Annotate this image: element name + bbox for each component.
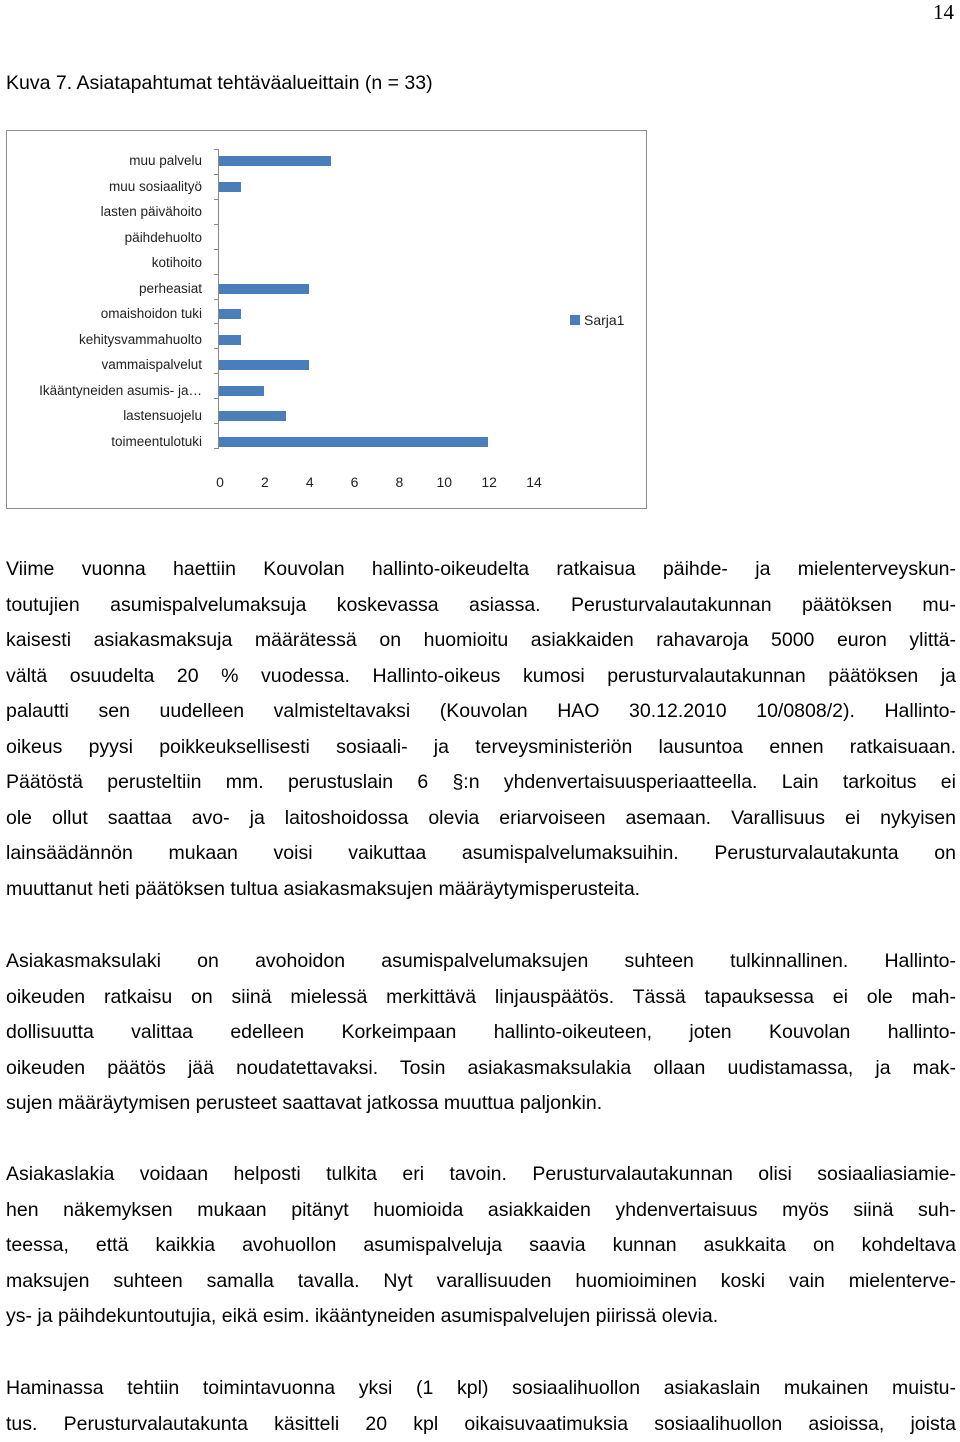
category-label: vammaispalvelut — [101, 357, 202, 373]
bar — [219, 386, 264, 396]
bar — [219, 182, 241, 192]
text-line: oikeus pyysi poikkeuksellisesti sosiaali- ja terveysministeriön lausuntoa ennen ratkaisuaan. — [6, 730, 956, 766]
paragraph-2 — [6, 944, 956, 1122]
y-axis-tick — [214, 348, 219, 349]
text-line: palautti sen uudelleen valmisteltavaksi (Kouvolan HAO 30.12.2010 10/0808/2). Hallinto- — [6, 694, 956, 730]
y-axis-tick — [214, 448, 219, 449]
x-tick-label: 12 — [481, 474, 497, 490]
category-label: kotihoito — [152, 255, 202, 271]
category-label: muu sosiaalityö — [109, 179, 202, 195]
y-axis-tick — [214, 423, 219, 424]
category-label: päihdehuolto — [125, 230, 202, 246]
x-tick-label: 14 — [526, 474, 542, 490]
text-line: hen näkemyksen mukaan pitänyt huomioida asiakkaiden yhdenvertaisuus myös siinä suh- — [6, 1193, 956, 1229]
y-axis-tick — [214, 274, 219, 275]
text-line: vältä osuudelta 20 % vuodessa. Hallinto-oikeus kumosi perusturvalautakunnan päätöksen ja — [6, 659, 956, 695]
category-label: kehitysvammahuolto — [79, 332, 202, 348]
text-line: Asiakaslakia voidaan helposti tulkita eri tavoin. Perusturvalautakunnan olisi sosiaaliasiamie- — [6, 1157, 956, 1193]
text-line: lainsäädännön mukaan voisi vaikuttaa asumispalvelumaksuihin. Perusturvalautakunta on — [6, 836, 956, 872]
bar — [219, 335, 241, 345]
text-line: teessa, että kaikkia avohuollon asumispalveluja saavia kunnan asukkaita on kohdeltava — [6, 1228, 956, 1264]
y-axis-tick — [214, 373, 219, 374]
bar — [219, 411, 286, 421]
legend-label: Sarja1 — [584, 312, 624, 328]
text-line: Haminassa tehtiin toimintavuonna yksi (1 kpl) sosiaalihuollon asiakaslain mukainen muistu- — [6, 1371, 956, 1407]
text-line: dollisuutta valittaa edelleen Korkeimpaan hallinto-oikeuteen, joten Kouvolan hallinto- — [6, 1015, 956, 1051]
legend-swatch — [570, 315, 580, 325]
paragraph-1 — [6, 552, 956, 907]
y-axis-tick — [214, 299, 219, 300]
text-line: toutujien asumispalvelumaksuja koskevassa asiassa. Perusturvalautakunnan päätöksen mu- — [6, 588, 956, 624]
text-line: ole ollut saattaa avo- ja laitoshoidossa olevia eriarvoiseen asemaan. Varallisuus ei nykyisen — [6, 801, 956, 837]
text-line: Päätöstä perusteltiin mm. perustuslain 6 §:n yhdenvertaisuusperiaatteella. Lain tarkoitus ei — [6, 765, 956, 801]
y-axis-tick — [214, 398, 219, 399]
page-number: 14 — [933, 0, 954, 25]
text-line: oikeuden päätös jää noudatettavaksi. Tosin asiakasmaksulakia ollaan uudistamassa, ja mak- — [6, 1051, 956, 1087]
paragraph-4 — [6, 1371, 956, 1442]
text-line: tus. Perusturvalautakunta käsitteli 20 kpl oikaisuvaatimuksia sosiaalihuollon asioissa, joista — [6, 1407, 956, 1442]
text-line: Asiakasmaksulaki on avohoidon asumispalvelumaksujen suhteen tulkinnallinen. Hallinto- — [6, 944, 956, 980]
bar — [219, 360, 309, 370]
category-label: lasten päivähoito — [101, 204, 202, 220]
text-line: kaisesti asiakasmaksuja määrätessä on huomioitu asiakkaiden rahavaroja 5000 euron ylittä- — [6, 623, 956, 659]
y-axis-tick — [214, 249, 219, 250]
x-tick-label: 10 — [437, 474, 453, 490]
category-label: Ikääntyneiden asumis- ja… — [39, 383, 202, 399]
category-label: lastensuojelu — [123, 408, 202, 424]
bar — [219, 156, 331, 166]
text-line: oikeuden ratkaisu on siinä mielessä merkittävä linjauspäätös. Tässä tapauksessa ei ole mah- — [6, 980, 956, 1016]
category-label: perheasiat — [139, 281, 202, 297]
x-tick-label: 4 — [306, 474, 314, 490]
chart-legend — [570, 312, 624, 328]
y-axis-tick — [214, 199, 219, 200]
text-line: muuttanut heti päätöksen tultua asiakasmaksujen määräytymisperusteita. — [6, 872, 956, 908]
x-tick-label: 0 — [216, 474, 224, 490]
y-axis-tick — [214, 323, 219, 324]
x-tick-label: 6 — [351, 474, 359, 490]
category-label: toimeentulotuki — [111, 434, 202, 450]
x-tick-label: 2 — [261, 474, 269, 490]
y-axis-tick — [214, 224, 219, 225]
text-line: ys- ja päihdekuntoutujia, eikä esim. ikääntyneiden asumispalvelujen piirissä olevia. — [6, 1299, 956, 1335]
x-tick-label: 8 — [396, 474, 404, 490]
bar — [219, 284, 309, 294]
text-line: maksujen suhteen samalla tavalla. Nyt varallisuuden huomioiminen koski vain mielenterve- — [6, 1264, 956, 1300]
text-line: sujen määräytymisen perusteet saattavat jatkossa muuttua paljonkin. — [6, 1086, 956, 1122]
category-label: muu palvelu — [129, 153, 202, 169]
category-label: omaishoidon tuki — [101, 306, 202, 322]
y-axis-tick — [214, 174, 219, 175]
figure-caption: Kuva 7. Asiatapahtumat tehtäväalueittain (n = 33) — [6, 72, 433, 95]
text-line: Viime vuonna haettiin Kouvolan hallinto-oikeudelta ratkaisua päihde- ja mielenterveyskun- — [6, 552, 956, 588]
paragraph-3 — [6, 1157, 956, 1335]
bar — [219, 309, 241, 319]
bar — [219, 437, 488, 447]
y-axis-tick — [214, 149, 219, 150]
